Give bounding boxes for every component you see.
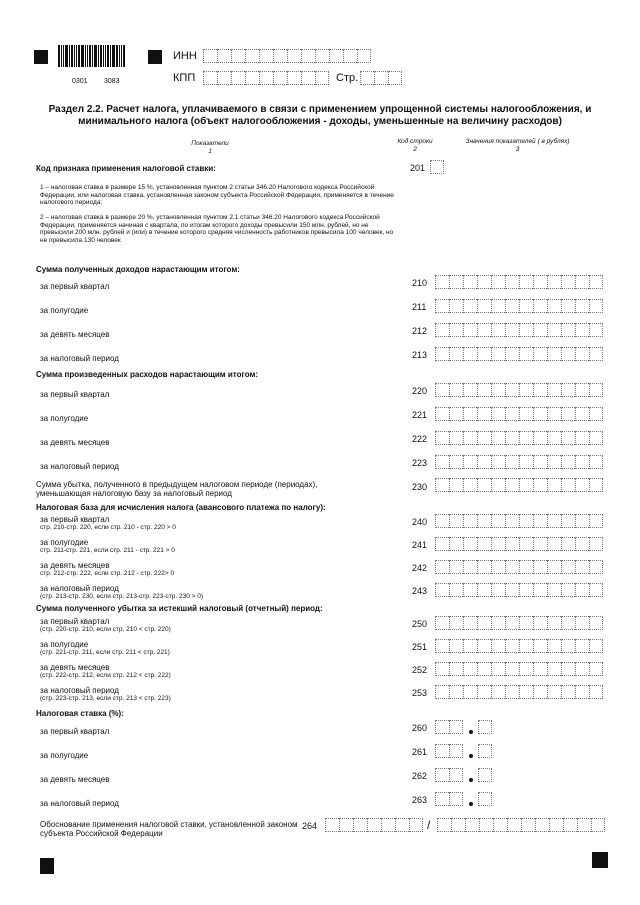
loss-formula: (стр. 221-стр. 211, если стр. 211 < стр. 221) xyxy=(40,649,170,656)
prev-loss-field[interactable] xyxy=(435,478,603,492)
rate-fraction-263[interactable] xyxy=(478,792,492,806)
line-code-221: 221 xyxy=(412,410,428,420)
line-code-264: 264 xyxy=(302,821,318,831)
income-label: за полугодие xyxy=(40,306,89,315)
loss-heading: Сумма полученного убытка за истекший налоговый (отчетный) период: xyxy=(36,604,323,613)
kpp-label: КПП xyxy=(173,72,196,84)
tax_base-label: за полугодие xyxy=(40,538,89,547)
line-code-240: 240 xyxy=(412,517,428,527)
loss-formula: (стр. 223-стр. 213, если стр. 213 < стр. 223) xyxy=(40,695,171,702)
value-field-251[interactable] xyxy=(435,639,603,653)
rate-field-261[interactable] xyxy=(435,744,463,758)
rate-field-260[interactable] xyxy=(435,720,463,734)
tax-base-heading: Налоговая база для исчисления налога (авансового платежа по налогу): xyxy=(36,503,326,512)
line-code-241: 241 xyxy=(412,540,428,550)
value-field-222[interactable] xyxy=(435,431,603,445)
kpp-field[interactable] xyxy=(203,71,329,85)
value-field-213[interactable] xyxy=(435,347,603,361)
value-field-210[interactable] xyxy=(435,275,603,289)
line-code-263: 263 xyxy=(412,795,428,805)
loss-formula: (стр. 222-стр. 212, если стр. 212 < стр. 222) xyxy=(40,672,171,679)
tax_base-label: за первый квартал xyxy=(40,515,110,524)
income-label: за налоговый период xyxy=(40,354,119,363)
corner-marker-bottom-right xyxy=(592,852,608,868)
line-code-242: 242 xyxy=(412,563,428,573)
loss-label: за первый квартал xyxy=(40,617,110,626)
decimal-point xyxy=(469,754,473,758)
inn-field[interactable] xyxy=(203,49,371,63)
loss-label: за полугодие xyxy=(40,640,89,649)
value-field-250[interactable] xyxy=(435,616,603,630)
corner-marker-top-mid xyxy=(148,50,162,64)
tax_base-formula: стр. 212-стр. 222, если стр. 212 - стр. 222> 0 xyxy=(40,570,175,577)
rate-fraction-262[interactable] xyxy=(478,768,492,782)
expenses-label: за девять месяцев xyxy=(40,438,110,447)
value-field-243[interactable] xyxy=(435,583,603,597)
barcode xyxy=(58,45,142,77)
column-head-code: Код строки 2 xyxy=(397,138,433,153)
barcode-number-left: 0301 xyxy=(72,78,88,85)
loss-label: за налоговый период xyxy=(40,686,119,695)
barcode-number-right: 3083 xyxy=(104,78,120,85)
value-field-220[interactable] xyxy=(435,383,603,397)
line-code-243: 243 xyxy=(412,586,428,596)
decimal-point xyxy=(469,802,473,806)
inn-label: ИНН xyxy=(173,50,197,62)
rate-note-1: 1 – налоговая ставка в размере 15 %, установленная пунктом 2 статьи 346.20 Налогового кодекса Российской Федерации, или налоговая ставка, установленная законом субъекта Российской Федерации, применяется в течение налогового периода; xyxy=(40,184,394,206)
tax_base-formula: стр. 211-стр. 221, если стр. 211 - стр. 221 > 0 xyxy=(40,547,175,554)
line-code-210: 210 xyxy=(412,278,428,288)
corner-marker-bottom-left xyxy=(40,858,54,874)
rate-note-2: 2 – налоговая ставка в размере 20 %, установленная пунктом 2.1 статьи 346.20 Налогового кодекса Российской Федерации, применяется начиная с квартала, по итогам которого доходы превысили 150 млн. рублей, но не превысили 200 млн. рублей и (или) в течение которого средняя численность работников превысила 100 человек, но не превысила 130 человек xyxy=(40,214,394,244)
value-field-211[interactable] xyxy=(435,299,603,313)
line-code-262: 262 xyxy=(412,771,428,781)
income-label: за девять месяцев xyxy=(40,330,110,339)
justification-field-right[interactable] xyxy=(437,818,605,832)
rate-field-262[interactable] xyxy=(435,768,463,782)
value-field-223[interactable] xyxy=(435,455,603,469)
decimal-point xyxy=(469,778,473,782)
expenses-label: за налоговый период xyxy=(40,462,119,471)
line-code-260: 260 xyxy=(412,723,428,733)
line-code-223: 223 xyxy=(412,458,428,468)
rate-fraction-260[interactable] xyxy=(478,720,492,734)
value-field-241[interactable] xyxy=(435,537,603,551)
prev-loss-label: Сумма убытка, полученного в предыдущем налоговом периоде (периодах), уменьшающая налоговую базу за налоговый период xyxy=(36,480,318,498)
column-head-values: Значения показателей ( в рублях) 3 xyxy=(465,138,570,153)
expenses-heading: Сумма произведенных расходов нарастающим итогом: xyxy=(36,370,259,379)
tax_base-label: за девять месяцев xyxy=(40,561,110,570)
decimal-point xyxy=(469,730,473,734)
line-code-253: 253 xyxy=(412,688,428,698)
rates-label: за налоговый период xyxy=(40,799,119,808)
rates-label: за полугодие xyxy=(40,751,89,760)
page-number-field[interactable] xyxy=(360,71,402,85)
tax_base-label: за налоговый период xyxy=(40,584,119,593)
tax_base-formula: (стр. 213-стр. 230, если стр. 213-стр. 223-стр. 230 > 0) xyxy=(40,593,204,600)
value-field-253[interactable] xyxy=(435,685,603,699)
line-code-201: 201 xyxy=(410,163,426,173)
expenses-label: за полугодие xyxy=(40,414,89,423)
line-code-252: 252 xyxy=(412,665,428,675)
value-field-242[interactable] xyxy=(435,560,603,574)
value-field-212[interactable] xyxy=(435,323,603,337)
line-code-261: 261 xyxy=(412,747,428,757)
line-code-213: 213 xyxy=(412,350,428,360)
rates-label: за девять месяцев xyxy=(40,775,110,784)
line-code-222: 222 xyxy=(412,434,428,444)
section-title: Раздел 2.2. Расчет налога, уплачиваемого в связи с применением упрощенной системы налогообложения, и минимального налога (объект налогообложения - доходы, уменьшенные на величину расходов) xyxy=(48,104,592,127)
income-heading: Сумма полученных доходов нарастающим итогом: xyxy=(36,265,240,274)
line-code-220: 220 xyxy=(412,386,428,396)
tax_base-formula: стр. 210-стр. 220, если стр. 210 - стр. 220 > 0 xyxy=(40,524,176,531)
justification-field-left[interactable] xyxy=(325,818,423,832)
line-code-212: 212 xyxy=(412,326,428,336)
value-field-221[interactable] xyxy=(435,407,603,421)
corner-marker-top-left xyxy=(34,50,48,64)
expenses-label: за первый квартал xyxy=(40,390,110,399)
rate-fraction-261[interactable] xyxy=(478,744,492,758)
rate-code-field[interactable] xyxy=(430,160,444,174)
line-code-211: 211 xyxy=(412,302,427,312)
loss-label: за девять месяцев xyxy=(40,663,110,672)
value-field-252[interactable] xyxy=(435,662,603,676)
value-field-240[interactable] xyxy=(435,514,603,528)
line-code-230: 230 xyxy=(412,482,428,492)
page-label: Стр. xyxy=(336,72,359,84)
column-head-indicators: Показатели 1 xyxy=(191,140,229,155)
rates-heading: Налоговая ставка (%): xyxy=(36,709,124,718)
line-code-250: 250 xyxy=(412,619,428,629)
rates-label: за первый квартал xyxy=(40,727,110,736)
income-label: за первый квартал xyxy=(40,282,110,291)
loss-formula: (стр. 220-стр. 210, если стр. 210 < стр. 220) xyxy=(40,626,171,633)
justification-separator: / xyxy=(427,818,431,832)
line-code-251: 251 xyxy=(412,642,428,652)
rate-code-label: Код признака применения налоговой ставки: xyxy=(36,164,216,173)
rate-field-263[interactable] xyxy=(435,792,463,806)
justification-label: Обоснование применения налоговой ставки, установленной законом субъекта Российской Федерации xyxy=(40,820,298,838)
